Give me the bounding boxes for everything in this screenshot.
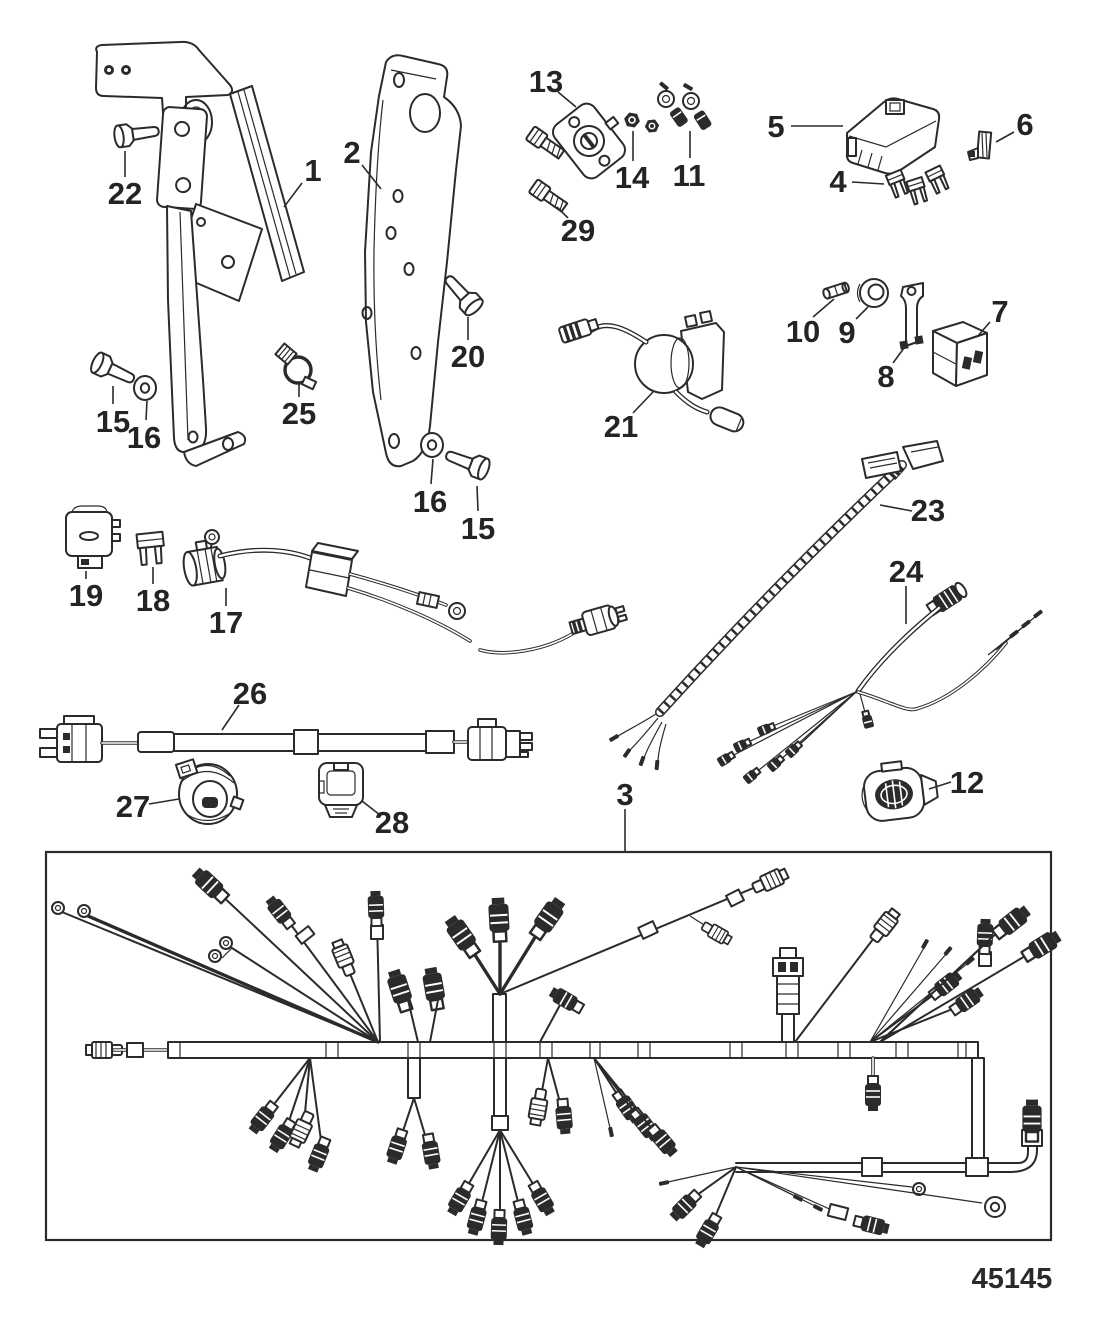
engine-wiring-harness-3 [52,865,1063,1250]
callout-8-retainer-clip: 8 [877,359,895,394]
leader-line-washer-right [431,459,433,484]
round-connector-27 [176,759,243,824]
washer-16-left [134,376,156,400]
callout-12-connector: 12 [949,765,985,800]
leader-line-round-connector [149,799,179,804]
figure-number: 45145 [971,1263,1053,1295]
callout-26-extension-cable: 26 [232,676,268,711]
fuses-4 [886,166,950,205]
callout-24-branch-harness: 24 [888,554,924,589]
callout-7-relay: 7 [991,294,1009,329]
bolt-15-left [89,351,139,390]
callout-15-bolt-left: 15 [95,404,131,439]
connector-12 [858,757,939,823]
callout-1-bracket-assembly: 1 [304,153,322,188]
terminals-11 [658,81,713,131]
relay-7 [933,322,987,386]
nuts-14 [623,112,660,133]
grommet-9 [858,279,889,307]
leader-line-sleeved-harness [880,505,912,511]
retainer-clip-8 [899,283,923,350]
callout-15-bolt-right: 15 [460,511,496,546]
callout-25-clamp: 25 [281,396,317,431]
fuse-cover-5 [847,98,939,173]
callout-2-mounting-bracket: 2 [343,135,361,170]
washer-16-right [421,433,443,457]
callout-19-fuse-holder: 19 [68,578,104,613]
callout-29-screw: 29 [560,213,596,248]
clip-6 [968,132,991,160]
callout-10-pin: 10 [785,314,821,349]
callout-27-round-connector: 27 [115,789,151,824]
callout-9-grommet: 9 [838,315,856,350]
callout-16-washer-left: 16 [126,420,162,455]
bolt-15-right [443,444,492,480]
pin-10 [822,282,850,300]
leader-line-bracket-assembly [284,183,302,207]
connector-cover-28 [319,763,363,817]
callout-17-lead-harness: 17 [208,605,244,640]
leader-line-washer-left [146,401,147,420]
sensor-21 [558,311,746,434]
clamp-25 [275,343,316,389]
lead-harness-17 [180,530,628,653]
callout-20-bolt: 20 [450,339,486,374]
leader-line-bolt-right [477,486,478,511]
bracket-assembly-1 [96,42,304,466]
leader-line-fuses [852,182,884,184]
callout-22-bolt: 22 [107,176,143,211]
callout-6-clip: 6 [1016,107,1034,142]
callout-3-engine-wiring-harness: 3 [616,777,634,812]
fuse-holder-19 [66,506,120,568]
callout-16-washer-right: 16 [412,484,448,519]
mounting-bracket-2 [363,55,462,466]
callout-18-fuse: 18 [135,583,171,618]
bolt-22 [113,120,160,148]
callout-11-terminals: 11 [672,158,706,193]
sleeved-harness-23 [609,441,946,770]
callout-23-sleeved-harness: 23 [910,493,946,528]
callout-4-fuses: 4 [829,164,847,199]
fuse-18 [137,532,166,566]
callout-14-nuts: 14 [614,160,650,195]
leader-line-retainer-clip [893,348,904,363]
screw-29 [529,179,569,214]
callout-5-fuse-cover: 5 [767,109,785,144]
callout-21-sensor: 21 [603,409,639,444]
callout-13-circuit-breaker: 13 [528,64,564,99]
extension-cable-26 [40,716,532,762]
branch-harness-24 [716,580,1043,784]
callout-28-connector-cover: 28 [374,805,410,840]
leader-line-clip [996,132,1014,142]
leader-line-grommet [856,307,868,319]
